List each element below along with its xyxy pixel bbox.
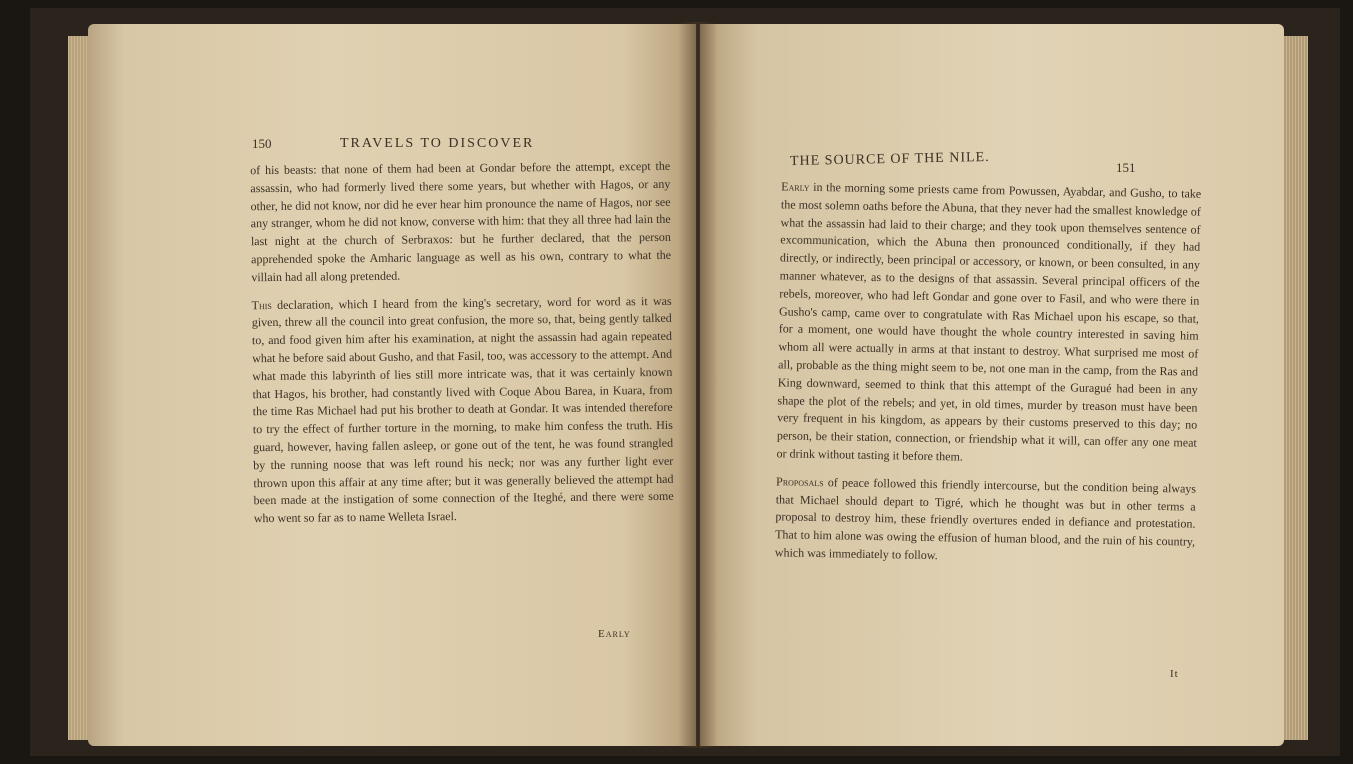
left-paragraph-2: [252, 292, 674, 528]
right-paragraph-1: [776, 178, 1201, 470]
open-book: [30, 8, 1340, 756]
left-page: [88, 24, 696, 746]
left-page-number: 150: [252, 136, 272, 151]
right-paragraph-1-text: in the morning some priests came from Powussen, Ayabdar, and Gusho, to take the most solemn oaths before the Abuna, that they never had the smallest knowledge of what the assassin had laid to their charge; and they took upon themselves sentence of excommunication, which the Abuna then pronounced conditionally, if they had directly, or indirectly, been principal or accessory, or known, or been consulted, in any manner whatever, as to the designs of that assassin. Several principal officers of the rebels, moreover, who had left Gondar and gone over to Fasil, and who were there in Gusho's camp, came over to congratulate with Ras Michael upon his escape, so that, for a moment, one would have thought the whole country interested in saving him whom all were actually in arms at that instant to destroy. What surprised me most of all, probable as the thing might seem to be, not one man in the camp, from the Ras and King downward, seemed to think that this attempt of the Guragué had been in any shape the plot of the rebels; and yet, in old times, murder by treason must have been very frequent in his kingdom, as appears by their customs preserved to this day; no person, be their station, connection, or friendship what it will, can offer any one meat or drink without tasting it before them.: [776, 179, 1202, 464]
right-running-head: THE SOURCE OF THE NILE.: [789, 149, 990, 170]
right-page: [700, 24, 1284, 746]
left-paragraph-1: of his beasts: that none of them had been at Gondar before the attempt, except the assassin, who had formerly lived there some years, but whether with Hagos, or any other, he did not know, nor did he ever hear him pronounce the name of Hagos, nor see any stranger, whom he did not know, converse with him: that they all three had lain the last night at the church of Serbraxos: but he further declared, that the person apprehended spoke the Amharic language as well as his own, contrary to what the villain had all along pretended.: [250, 158, 672, 284]
right-paragraph-2-text: of peace followed this friendly intercourse, but the condition being always that Michael should depart to Tigré, which he thought was but in other terms a proposal to destroy him, these friendly overtures ended in defiance and protestation. That to him alone was owing the effusion of human blood, and the ruin of his country, which was immediately to follow.: [774, 474, 1197, 563]
right-paragraph-2-lead: Proposals: [775, 474, 824, 489]
left-paragraph-2-text: declaration, which I heard from the king's secretary, word for word as it was given, threw all the council into great confusion, the more so, that, being gently talked to, and food given him after his examination, at night the assassin had again repeated what he before said about Gusho, and that Fasil, too, was accessory to the attempt. And what made this labyrinth of lies still more intricate was, that it was certainly known that Hagos, his brother, had constantly lived with Coque Abou Barea, in Kuara, from the time Ras Michael had put his brother to death at Gondar. It was intended therefore to try the effect of further torture in the morning, to make him confess the truth. His guard, however, having fallen asleep, or gone out of the tent, he was found strangled by the running noose that was left round his neck; nor was any further light ever thrown upon this affair at any time after; but it was generally believed the attempt had been made at the instigation of some connection of the Iteghé, and there were some who went so far as to name Welleta Israel.: [251, 293, 674, 526]
right-catchword: It: [1170, 668, 1179, 680]
book-gutter: [678, 22, 718, 748]
left-page-body: [250, 158, 674, 528]
left-running-head: TRAVELS TO DISCOVER: [340, 136, 535, 151]
left-catchword: Early: [598, 628, 631, 640]
right-paragraph-2: [775, 473, 1196, 569]
right-page-body: [775, 178, 1202, 569]
left-paragraph-2-lead: This: [251, 297, 272, 312]
right-page-number: 151: [1116, 160, 1136, 175]
right-paragraph-1-lead: Early: [781, 179, 810, 194]
